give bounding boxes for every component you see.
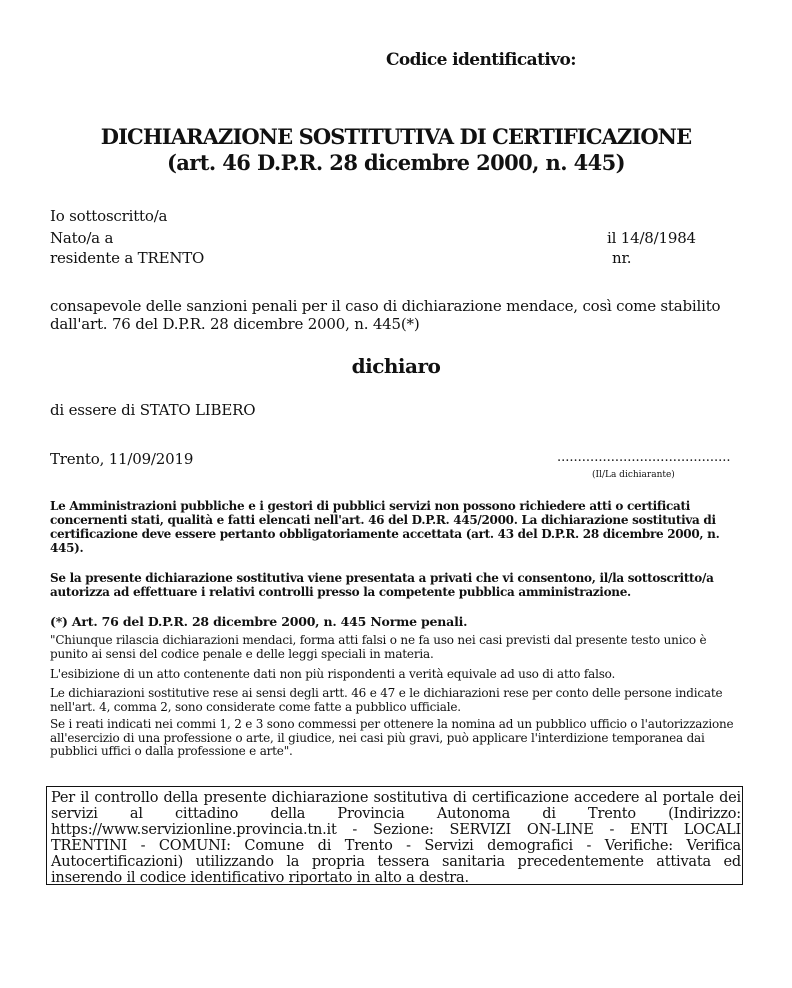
- verification-box: [46, 786, 743, 885]
- birth-date: il 14/8/1984: [607, 229, 696, 247]
- note-paragraph: "Chiunque rilascia dichiarazioni mendaci, forma atti falsi o ne fa uso nei casi previsti dal presente testo unico è punito ai sensi del codice penale e delle leggi speciali in materia.: [50, 633, 707, 661]
- signature-line: ..........................................: [557, 450, 731, 465]
- codice-identificativo-label: Codice identificativo:: [386, 50, 576, 70]
- amministrazioni-paragraph: Le Amministrazioni pubbliche e i gestori di pubblici servizi non possono richiedere atti o certificati concernenti stati, qualità e fatti elencati nell'art. 46 del D.P.R. 445/2000. La dichiarazione sostitutiva di certificazione deve essere pertanto obbligatoriamente accettata (art. 43 del D.P.R. 28 dicembre 2000, n. 445).: [50, 499, 720, 555]
- sottoscritto-field: Io sottoscritto/a: [50, 207, 168, 225]
- norme-penali-heading: (*) Art. 76 del D.P.R. 28 dicembre 2000, n. 445 Norme penali.: [50, 614, 468, 629]
- place-date: Trento, 11/09/2019: [50, 450, 194, 468]
- signature-label: (Il/La dichiarante): [592, 470, 675, 480]
- privati-paragraph: Se la presente dichiarazione sostitutiva viene presentata a privati che vi consentono, il/la sottoscritto/a autorizza ad effettuare i relativi controlli presso la competente pubblica amministrazione.: [50, 571, 714, 599]
- house-number-label: nr.: [612, 249, 632, 267]
- dichiaro-heading: dichiaro: [351, 354, 441, 378]
- residente-field: residente a TRENTO: [50, 249, 205, 267]
- verification-text: Per il controllo della presente dichiarazione sostitutiva di certificazione accedere al portale dei servizi al cittadino della Provincia Autonoma di Trento (Indirizzo: https://www.servizionline.provincia.tn.it - Sezione: SERVIZI ON-LINE - ENTI LOCALI TRENTINI - COMUNI: Comune di Trento - Servizi demografici - Verifiche: Verifica Autocertificazioni) utilizzando la propria tessera sanitaria precedentemente attivata ed inserendo il codice identificativo riportato in alto a destra.: [51, 790, 741, 886]
- note-paragraph: Se i reati indicati nei commi 1, 2 e 3 sono commessi per ottenere la nomina ad un pubblico ufficio o l'autorizzazione all'esercizio di una professione o arte, il giudice, nei casi più gravi, può applicare l'interdizione temporanea dai pubblici uffici o dalla professione e arte".: [50, 717, 734, 758]
- note-paragraph: L'esibizione di un atto contenente dati non più rispondenti a verità equivale ad uso di atto falso.: [50, 667, 616, 681]
- stato-declaration: di essere di STATO LIBERO: [50, 401, 256, 419]
- document-subtitle: (art. 46 D.P.R. 28 dicembre 2000, n. 445): [166, 150, 626, 175]
- consapevole-paragraph: consapevole delle sanzioni penali per il caso di dichiarazione mendace, così come stabilito dall'art. 76 del D.P.R. 28 dicembre 2000, n. 445(*): [50, 297, 721, 333]
- note-paragraph: Le dichiarazioni sostitutive rese ai sensi degli artt. 46 e 47 e le dichiarazioni rese per conto delle persone indicate nell'art. 4, comma 2, sono considerate come fatte a pubblico ufficiale.: [50, 686, 723, 714]
- nato-field: Nato/a a: [50, 229, 114, 247]
- document-title: DICHIARAZIONE SOSTITUTIVA DI CERTIFICAZIONE: [100, 124, 692, 149]
